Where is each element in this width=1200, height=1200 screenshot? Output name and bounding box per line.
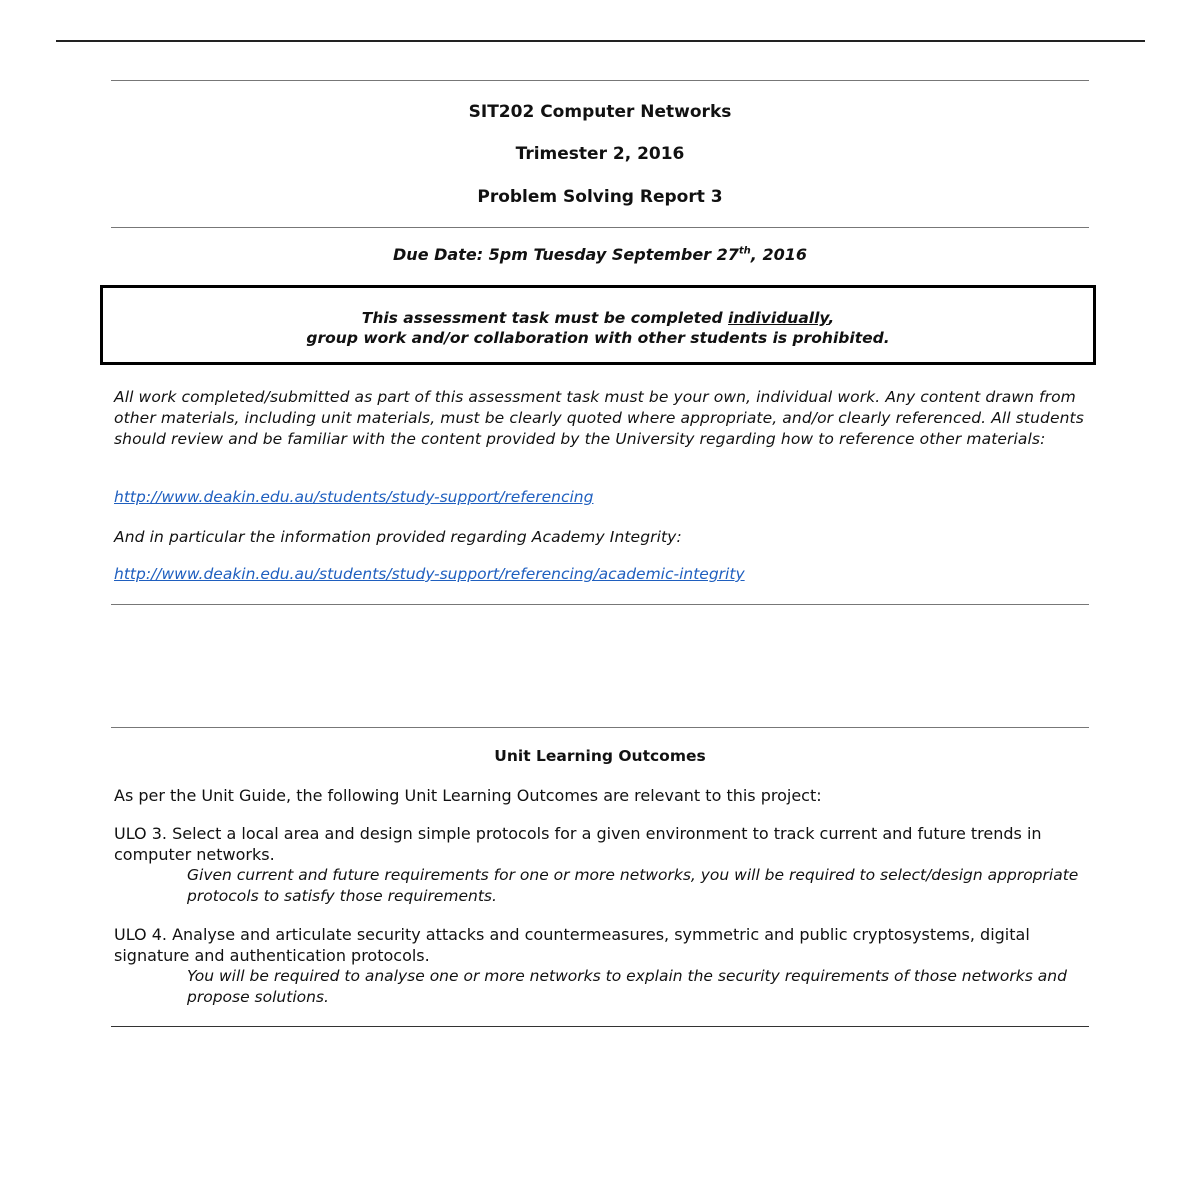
notice-line-1-start: This assessment task must be completed — [361, 309, 729, 327]
header-top-rule — [111, 80, 1089, 81]
trimester-title: Trimester 2, 2016 — [515, 144, 685, 164]
ulo-3-detail: Given current and future requirements for one or more networks, you will be required to select/design appropriate protocols to satisfy those requirements. — [187, 866, 1079, 905]
academic-integrity-link[interactable]: http://www.deakin.edu.au/students/study-support/referencing/academic-integrity — [114, 565, 745, 583]
notice-line-1-end: , — [828, 309, 835, 327]
header-bottom-rule — [111, 227, 1089, 228]
notice-line-2: group work and/or collaboration with other students is prohibited. — [306, 329, 890, 347]
integrity-paragraph: All work completed/submitted as part of this assessment task must be your own, individual work. Any content drawn from other materials, including unit materials, must be clearly quoted where appropriate, and/or clearly referenced. All students should review and be familiar with the content provided by the University regarding how to reference other materials: — [114, 388, 1084, 448]
due-date — [111, 245, 1089, 264]
referencing-link[interactable]: http://www.deakin.edu.au/students/study-support/referencing — [114, 488, 594, 506]
notice-line-1 — [103, 308, 1093, 328]
notice-individually: individually — [728, 309, 829, 327]
ulo-4-text: ULO 4. Analyse and articulate security attacks and countermeasures, symmetric and public cryptosystems, digital signature and authentication protocols. — [114, 925, 1030, 965]
course-title: SIT202 Computer Networks — [468, 102, 732, 122]
due-date-suffix: , 2016 — [750, 245, 807, 264]
outcomes-intro: As per the Unit Guide, the following Unit Learning Outcomes are relevant to this project: — [114, 786, 822, 805]
page-top-rule — [56, 40, 1145, 42]
outcomes-top-rule — [111, 727, 1089, 728]
due-date-sup: th — [738, 245, 751, 257]
notice-text — [103, 308, 1093, 348]
outcomes-bottom-rule — [111, 1026, 1089, 1027]
academic-integrity-intro: And in particular the information provided regarding Academy Integrity: — [114, 528, 682, 546]
report-title: Problem Solving Report 3 — [477, 187, 723, 207]
integrity-bottom-rule — [111, 604, 1089, 605]
outcomes-title: Unit Learning Outcomes — [494, 747, 706, 765]
due-date-prefix: Due Date: 5pm Tuesday September 27 — [393, 245, 739, 264]
ulo-3-text: ULO 3. Select a local area and design simple protocols for a given environment to track current and future trends in computer networks. — [114, 824, 1042, 864]
individual-work-notice-box — [100, 285, 1096, 365]
ulo-4-detail: You will be required to analyse one or more networks to explain the security requirements of those networks and propose solutions. — [187, 967, 1067, 1006]
